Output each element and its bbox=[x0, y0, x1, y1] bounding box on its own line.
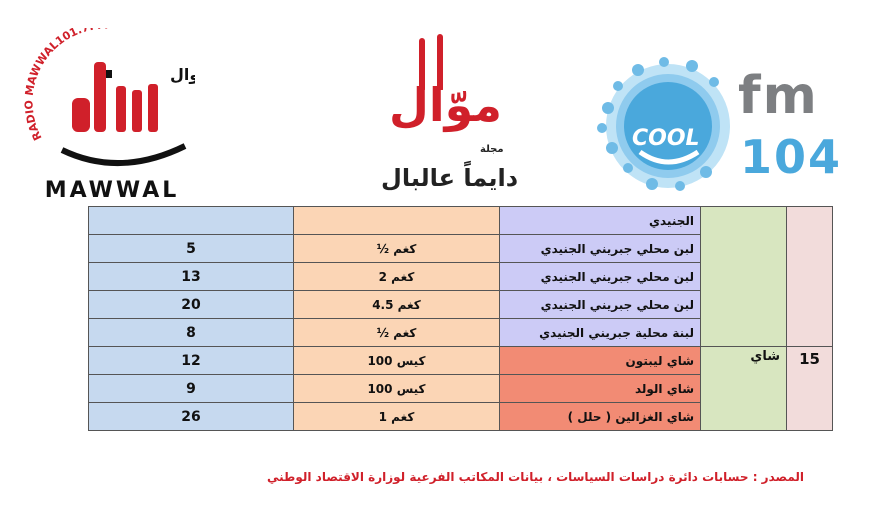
qty-cell: 8 bbox=[89, 319, 294, 347]
mawwal-magazine-logo bbox=[375, 30, 525, 205]
radio-arc-text: RADIO MAWWAL101. bbox=[22, 28, 84, 143]
magazine-title: موّال bbox=[389, 78, 503, 132]
radio-arabic-text: وال bbox=[170, 65, 195, 84]
unit-cell: 2 كغم bbox=[294, 263, 500, 291]
cool-word: COOL bbox=[632, 126, 700, 151]
category-label: شاي bbox=[750, 349, 780, 364]
magazine-slogan: دايماً عالبال bbox=[381, 164, 519, 192]
brand-cell: لبن محلي جبريني الجنيدي bbox=[500, 235, 701, 263]
qty-cell: 20 bbox=[89, 291, 294, 319]
price-table bbox=[88, 206, 833, 431]
qty-cell: 13 bbox=[89, 263, 294, 291]
qty-cell: 5 bbox=[89, 235, 294, 263]
price-table-container bbox=[88, 206, 832, 431]
unit-cell bbox=[294, 207, 500, 235]
unit-cell: ½ كغم bbox=[294, 235, 500, 263]
radio-mawwal-emblem bbox=[20, 28, 195, 178]
header-logos bbox=[0, 0, 884, 206]
row-number: 15 bbox=[799, 350, 820, 368]
qty-cell: 26 bbox=[89, 403, 294, 431]
radio-mawwal-logo bbox=[20, 28, 195, 206]
number-cell-dairy bbox=[787, 207, 833, 347]
brand-cell: شاي ليبتون bbox=[500, 347, 701, 375]
qty-cell: 9 bbox=[89, 375, 294, 403]
source-note: المصدر : حسابات دائرة دراسات السياسات ، بيانات المكاتب الفرعية لوزارة الاقتصاد الوطني bbox=[267, 470, 804, 484]
radio-wordmark: MAWWAL bbox=[44, 178, 180, 203]
table-row bbox=[89, 347, 833, 375]
qty-cell: 12 bbox=[89, 347, 294, 375]
magazine-label: مجلة bbox=[480, 144, 504, 155]
unit-cell: 1 كغم bbox=[294, 403, 500, 431]
cool-frequency: 104 bbox=[740, 130, 843, 184]
brand-cell: شاي الولد bbox=[500, 375, 701, 403]
brand-cell: لبن محلي جبريني الجنيدي bbox=[500, 291, 701, 319]
cool-fm-burst-icon bbox=[588, 48, 738, 198]
table-row bbox=[89, 207, 833, 235]
category-cell-dairy bbox=[701, 207, 787, 347]
brand-cell: شاي الغزالين ( حلل ) bbox=[500, 403, 701, 431]
unit-cell: 100 كيس bbox=[294, 347, 500, 375]
cool-fm-text: fm bbox=[738, 66, 819, 126]
unit-cell: ½ كغم bbox=[294, 319, 500, 347]
brand-cell: الجنيدي bbox=[500, 207, 701, 235]
qty-cell bbox=[89, 207, 294, 235]
number-cell-tea bbox=[787, 347, 833, 431]
brand-cell: لبن محلي جبريني الجنيدي bbox=[500, 263, 701, 291]
brand-cell: لبنة محلية جبريني الجنيدي bbox=[500, 319, 701, 347]
category-cell-tea bbox=[701, 347, 787, 431]
unit-cell: 100 كيس bbox=[294, 375, 500, 403]
cool-fm-logo bbox=[588, 48, 843, 198]
unit-cell: 4.5 كغم bbox=[294, 291, 500, 319]
